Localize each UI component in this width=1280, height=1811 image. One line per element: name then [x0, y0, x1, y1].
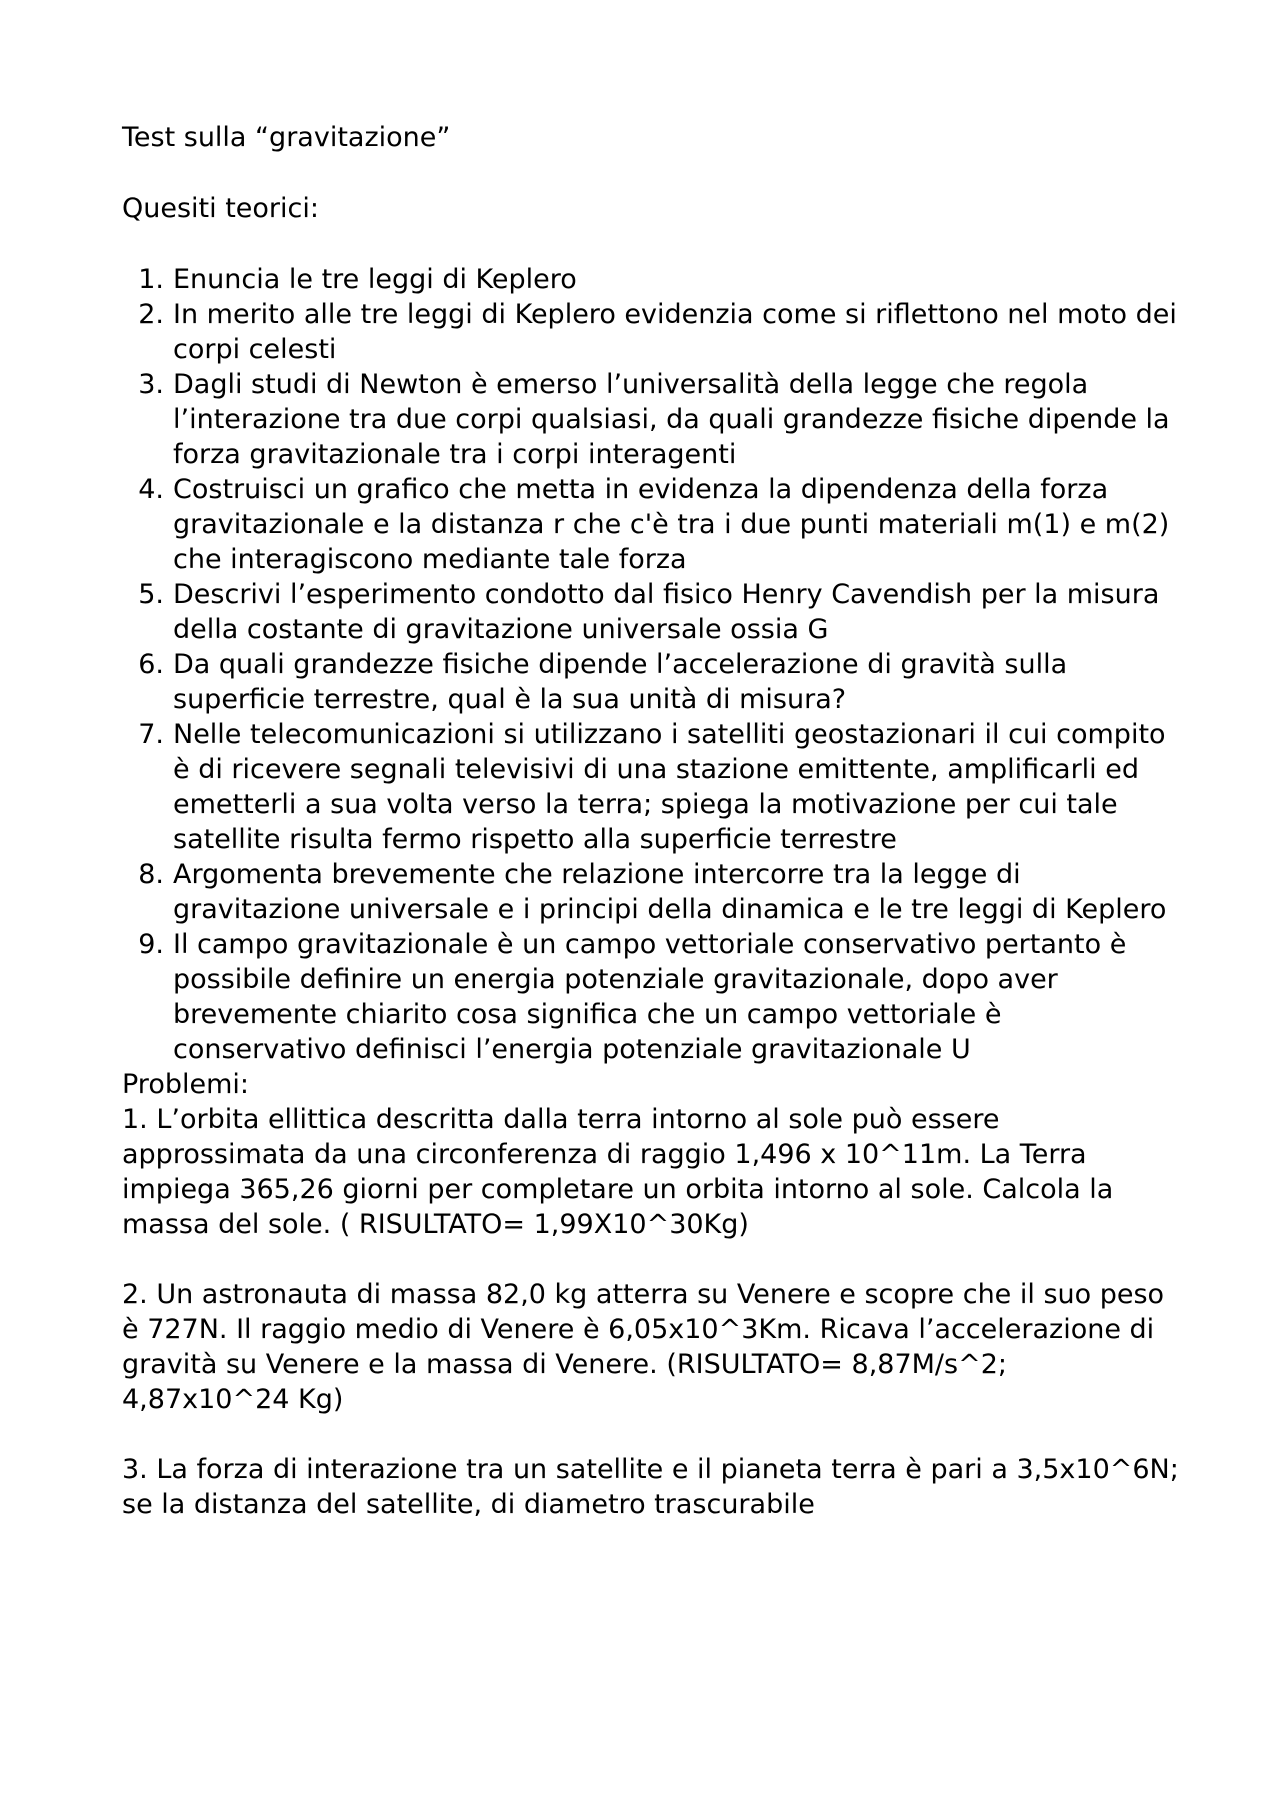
problem-item: [122, 1102, 1182, 1242]
item-number: 8.: [138, 859, 164, 890]
problem-number: 1.: [122, 1104, 148, 1135]
item-text: Costruisci un grafico che metta in evidenza la dipendenza della forza gravitazionale e la distanza r che c'è tra i due punti materiali m(1) e m(2) che interagiscono mediante tale forza: [173, 474, 1170, 575]
item-number: 9.: [138, 929, 164, 960]
problem-item: [122, 1452, 1182, 1522]
problem-result: ( RISULTATO= 1,99X10^30Kg): [339, 1209, 749, 1240]
list-item: [122, 647, 1182, 717]
problem-item: [122, 1277, 1182, 1417]
item-text: Da quali grandezze fisiche dipende l’accelerazione di gravità sulla superficie terrestre, qual è la sua unità di misura?: [173, 649, 1068, 715]
list-item: [122, 857, 1182, 927]
item-number: 7.: [138, 719, 164, 750]
problems-heading: Problemi:: [122, 1069, 249, 1100]
problem-text: Un astronauta di massa 82,0 kg atterra su Venere e scopre che il suo peso è 727N. Il raggio medio di Venere è 6,05x10^3Km. Ricava l’accelerazione di gravità su Venere e la massa di Venere.: [122, 1279, 1165, 1380]
item-text: In merito alle tre leggi di Keplero evidenzia come si riflettono nel moto dei corpi celesti: [173, 299, 1177, 365]
document-page: [122, 120, 1182, 1557]
problem-number: 2.: [122, 1279, 148, 1310]
problem-text: La forza di interazione tra un satellite e il pianeta terra è pari a 3,5x10^6N; se la distanza del satellite, di diametro trascurabile: [122, 1454, 1179, 1520]
item-text: Nelle telecomunicazioni si utilizzano i satelliti geostazionari il cui compito è di ricevere segnali televisivi di una stazione emittente, amplificarli ed emetterli a sua volta verso la terra; spiega la motivazione per cui tale satellite risulta fermo rispetto alla superficie terrestre: [173, 719, 1166, 855]
list-item: [122, 577, 1182, 647]
list-item: [122, 297, 1182, 367]
item-number: 4.: [138, 474, 164, 505]
list-item: [122, 262, 1182, 297]
item-number: 2.: [138, 299, 164, 330]
list-item: [122, 472, 1182, 577]
item-number: 6.: [138, 649, 164, 680]
problem-number: 3.: [122, 1454, 148, 1485]
problem-result: (RISULTATO= 8,87M/s^2; 4,87x10^24 Kg): [122, 1349, 1007, 1415]
item-number: 1.: [138, 264, 164, 295]
list-item: [122, 717, 1182, 857]
item-text: Enuncia le tre leggi di Keplero: [173, 264, 577, 295]
theory-list: [122, 262, 1182, 1067]
list-item: [122, 367, 1182, 472]
problem-text: L’orbita ellittica descritta dalla terra intorno al sole può essere approssimata da una circonferenza di raggio 1,496 x 10^11m. La Terra impiega 365,26 giorni per completare un orbita intorno al sole. Calcola la massa del sole.: [122, 1104, 1114, 1240]
item-number: 5.: [138, 579, 164, 610]
item-number: 3.: [138, 369, 164, 400]
item-text: Argomenta brevemente che relazione intercorre tra la legge di gravitazione universale e i principi della dinamica e le tre leggi di Keplero: [173, 859, 1167, 925]
document-title: Test sulla “gravitazione”: [122, 122, 451, 153]
theory-heading: Quesiti teorici:: [122, 193, 319, 224]
item-text: Descrivi l’esperimento condotto dal fisico Henry Cavendish per la misura della costante di gravitazione universale ossia G: [173, 579, 1160, 645]
item-text: Il campo gravitazionale è un campo vettoriale conservativo pertanto è possibile definire un energia potenziale gravitazionale, dopo aver brevemente chiarito cosa significa che un campo vettoriale è conservativo definisci l’energia potenziale gravitazionale U: [173, 929, 1127, 1065]
item-text: Dagli studi di Newton è emerso l’universalità della legge che regola l’interazione tra due corpi qualsiasi, da quali grandezze fisiche dipende la forza gravitazionale tra i corpi interagenti: [173, 369, 1170, 470]
list-item: [122, 927, 1182, 1067]
